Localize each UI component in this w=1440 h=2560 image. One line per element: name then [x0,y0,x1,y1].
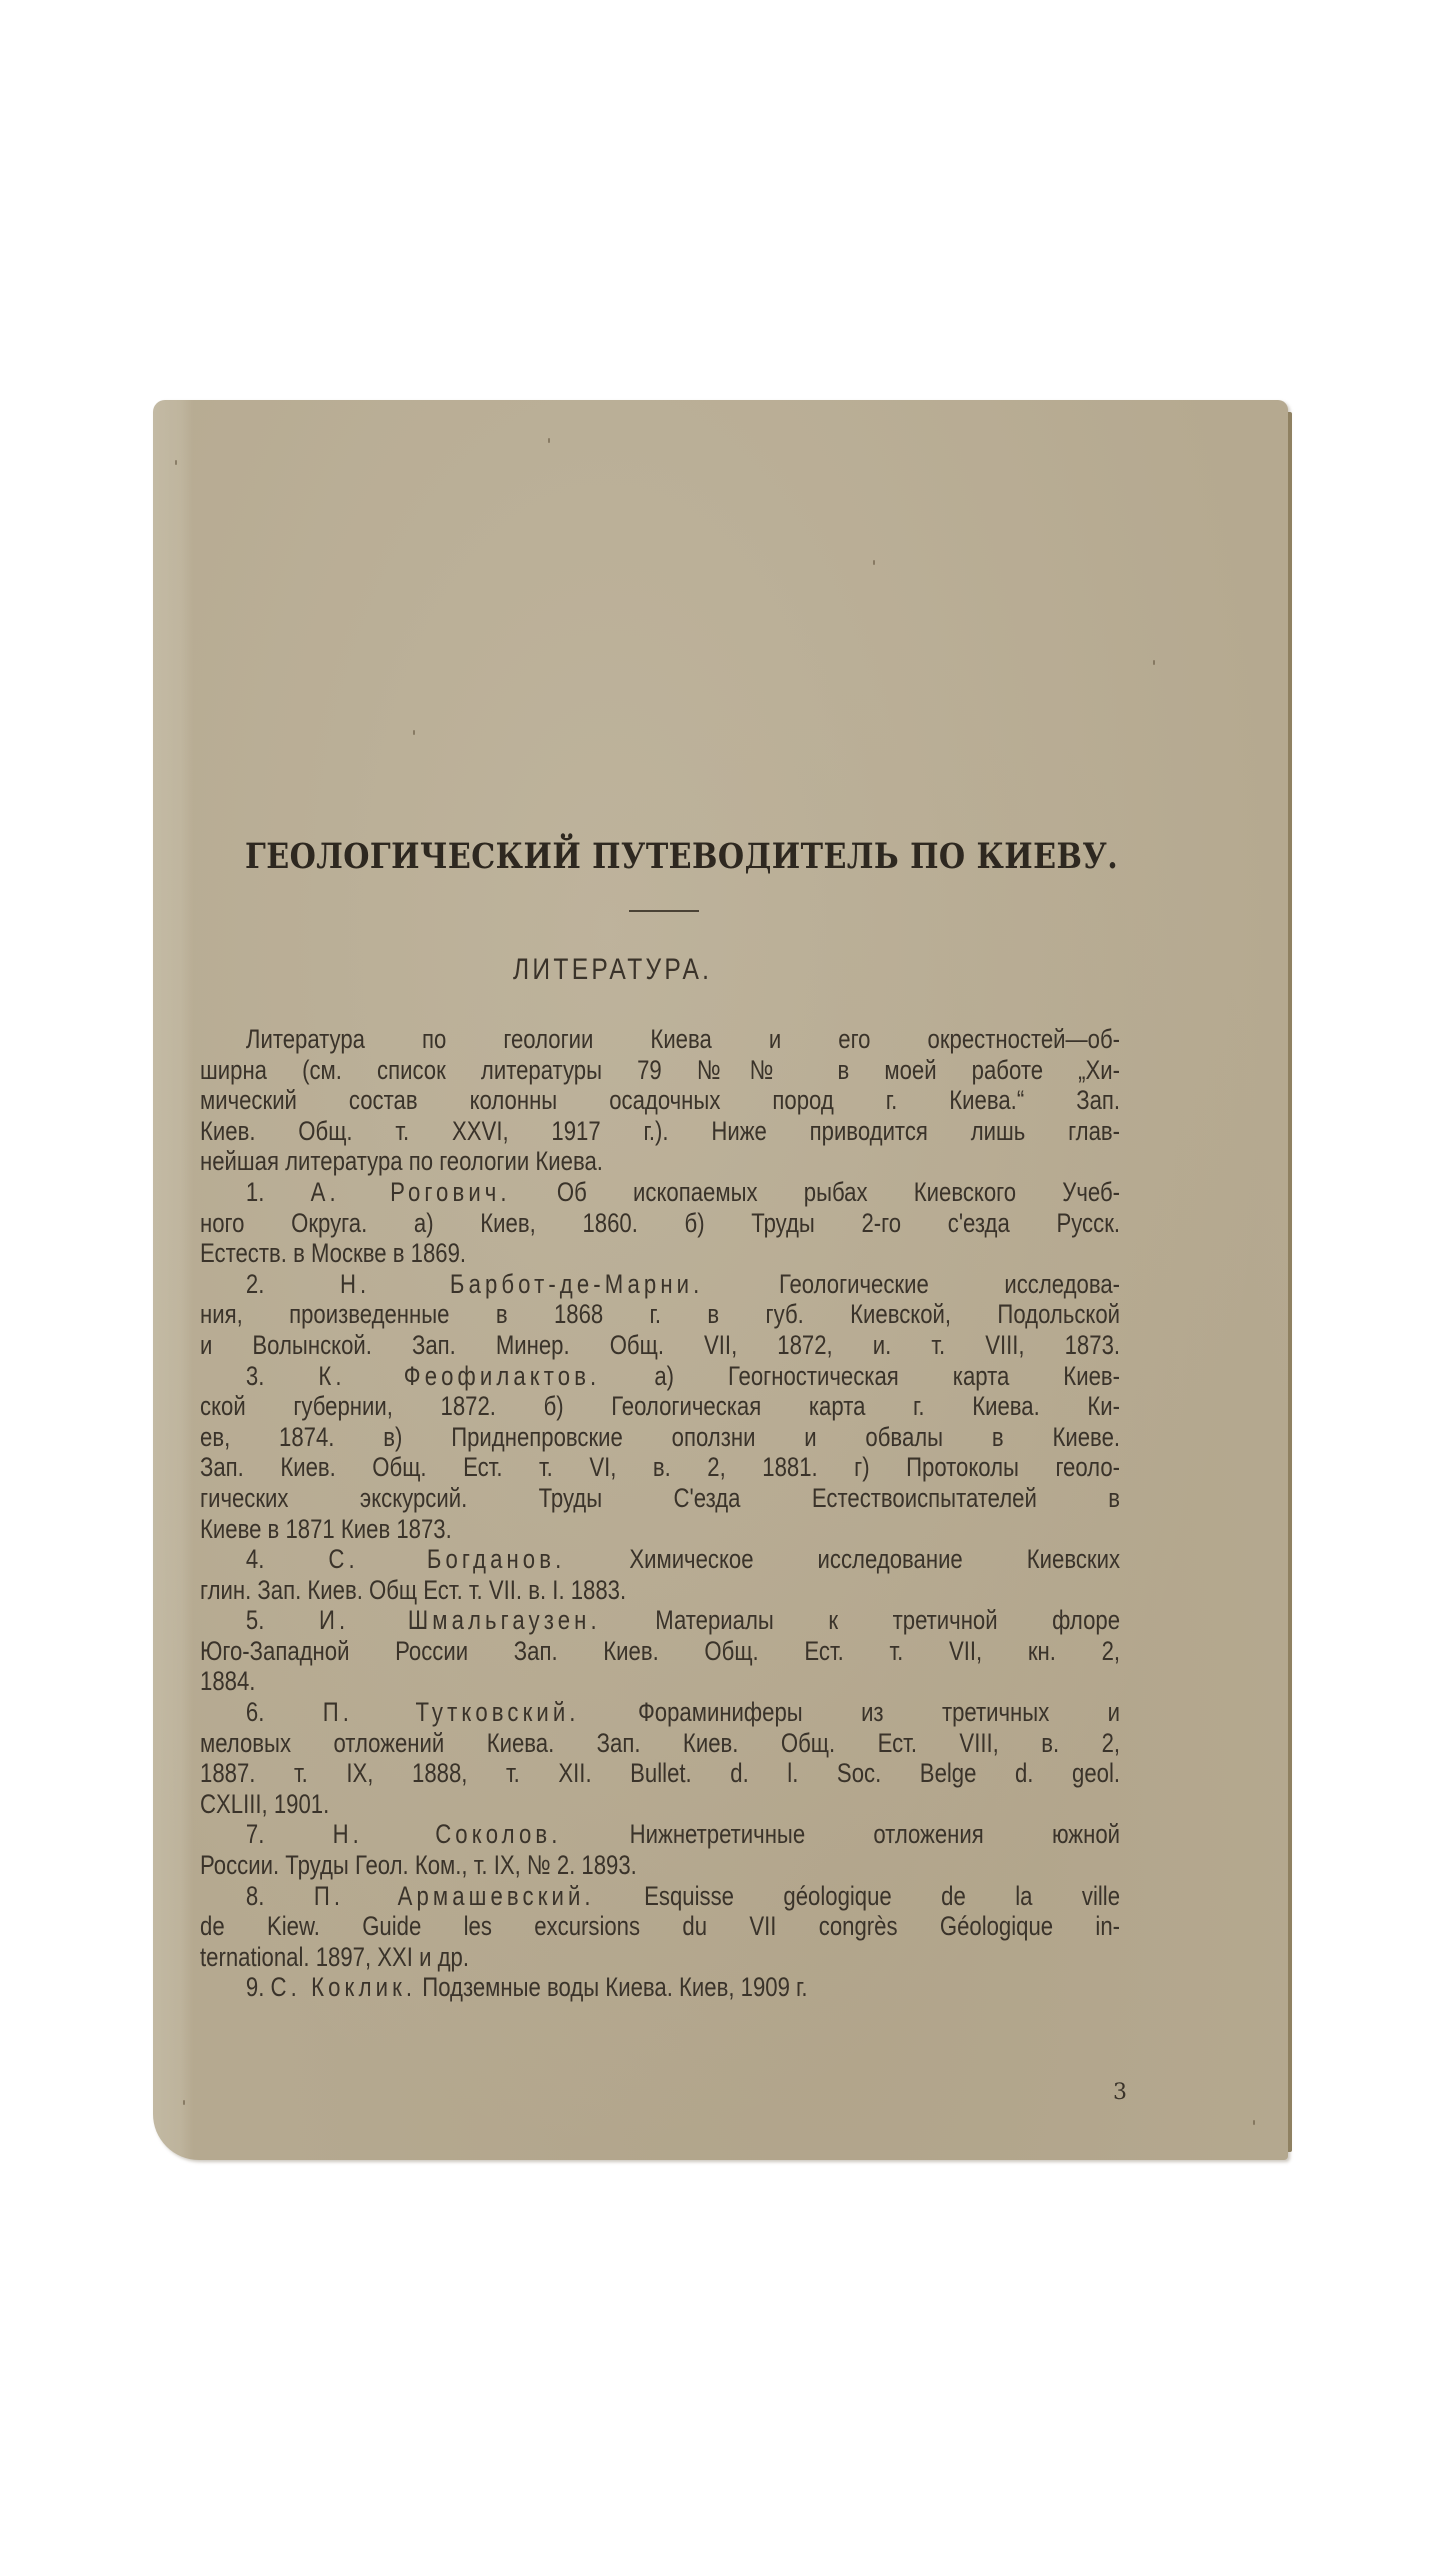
reference-line: меловых отложений Киева. Зап. Киев. Общ. Ест. VIII, в. 2, [200,1727,1121,1758]
reference-4 [200,1544,1120,1575]
reference-number: 5. [245,1605,265,1636]
reference-number: 2. [245,1268,265,1299]
reference-6 [200,1697,1120,1728]
reference-text: а) Геогностическая карта Киев- [654,1360,1121,1391]
reference-9 [200,1972,1120,2003]
reference-text: Геологические исследова- [778,1268,1121,1299]
reference-line: 1887. т. IX, 1888, т. XII. Bullet. d. l. Soc. Belge d. geol. [200,1758,1121,1789]
reference-author: И. Шмальгаузен. [318,1605,601,1636]
page-title: ГЕОЛОГИЧЕСКИЙ ПУТЕВОДИТЕЛЬ ПО КИЕВУ. [245,836,1119,877]
reference-number: 8. [245,1880,265,1911]
reference-author: П. Тутковский. [322,1697,580,1728]
reference-line: и Волынской. Зап. Минер. Общ. VII, 1872, и. т. VIII, 1873. [200,1329,1121,1360]
reference-line: России. Труды Геол. Ком., т. IX, № 2. 1893. [200,1850,637,1881]
paper-speck [183,2100,185,2105]
reference-2 [200,1269,1120,1300]
reference-line: 1884. [200,1666,256,1697]
reference-line: CXLIII, 1901. [200,1788,330,1819]
reference-8 [200,1881,1120,1912]
reference-number: 9. [245,1972,265,2003]
reference-5 [200,1605,1120,1636]
intro-line: ширна (см. список литературы 79 №№ в моей работе „Хи- [200,1054,1121,1085]
reference-number: 4. [245,1544,265,1575]
reference-line: ного Округа. а) Киев, 1860. б) Труды 2-го с'езда Русск. [200,1207,1121,1238]
reference-author: П. Армашевский. [313,1880,595,1911]
reference-line: Юго-Западной России Зап. Киев. Общ. Ест. т. VII, кн. 2, [200,1635,1121,1666]
reference-line: ния, произведенные в 1868 г. в губ. Киевской, Подольской [200,1299,1121,1330]
page-number: 3 [1113,2080,1127,2105]
intro-line: Киев. Общ. т. XXVI, 1917 г.). Ниже приводится лишь глав- [200,1115,1121,1146]
reference-line: ев, 1874. в) Приднепровские оползни и обвалы в Киеве. [200,1421,1121,1452]
title-divider [629,910,699,912]
reference-text: Подземные воды Киева. Киев, 1909 г. [422,1972,808,2003]
reference-7 [200,1819,1120,1850]
book-page [153,400,1288,2160]
reference-1 [200,1177,1120,1208]
reference-text: Нижнетретичные отложения южной [629,1819,1121,1850]
intro-line: Литература по геологии Киева и его окрестностей—об- [245,1024,1121,1054]
paper-speck [413,730,415,735]
reference-line: Естеств. в Москве в 1869. [200,1238,467,1269]
reference-text: Материалы к третичной флоре [655,1605,1121,1636]
reference-line: ternational. 1897, XXI и др. [200,1941,469,1972]
section-heading: ЛИТЕРАТУРА. [513,953,713,986]
paper-speck [175,460,177,465]
paper-speck [1253,2120,1255,2125]
reference-author: С. Коклик. [270,1972,417,2003]
intro-line: нейшая литература по геологии Киева. [200,1146,603,1177]
reference-line: Киеве в 1871 Киев 1873. [200,1513,452,1544]
reference-text: Об ископаемых рыбах Киевского Учеб- [556,1176,1121,1207]
reference-line: Зап. Киев. Общ. Ест. т. VI, в. 2, 1881. г) Протоколы геоло- [200,1452,1121,1483]
reference-number: 6. [245,1697,265,1728]
reference-author: С. Богданов. [328,1544,566,1575]
paper-speck [1153,660,1155,665]
body-text [200,1024,1120,2003]
reference-number: 1. [245,1176,265,1207]
reference-text: Химическое исследование Киевских [629,1544,1121,1575]
reference-line: de Kiew. Guide les excursions du VII congrès Géologique in- [200,1911,1121,1942]
reference-number: 7. [245,1819,265,1850]
reference-text: Esquisse géologique de la ville [644,1880,1121,1911]
reference-number: 3. [245,1360,265,1391]
reference-line: глин. Зап. Киев. Общ Ест. т. VII. в. I. 1883. [200,1574,627,1605]
reference-3 [200,1361,1120,1392]
reference-text: Фораминиферы из третичных и [637,1697,1121,1728]
reference-author: К. Феофилактов. [318,1360,601,1391]
reference-author: Н. Соколов. [332,1819,562,1850]
reference-author: А. Рогович. [310,1176,511,1207]
reference-author: Н. Барбот-де-Марни. [339,1268,704,1299]
paper-speck [548,438,550,443]
reference-line: ской губернии, 1872. б) Геологическая карта г. Киева. Ки- [200,1391,1121,1422]
intro-line: мический состав колонны осадочных пород г. Киева.“ Зап. [200,1085,1121,1116]
reference-line: гических экскурсий. Труды С'езда Естествоиспытателей в [200,1482,1121,1513]
paper-speck [873,560,875,565]
